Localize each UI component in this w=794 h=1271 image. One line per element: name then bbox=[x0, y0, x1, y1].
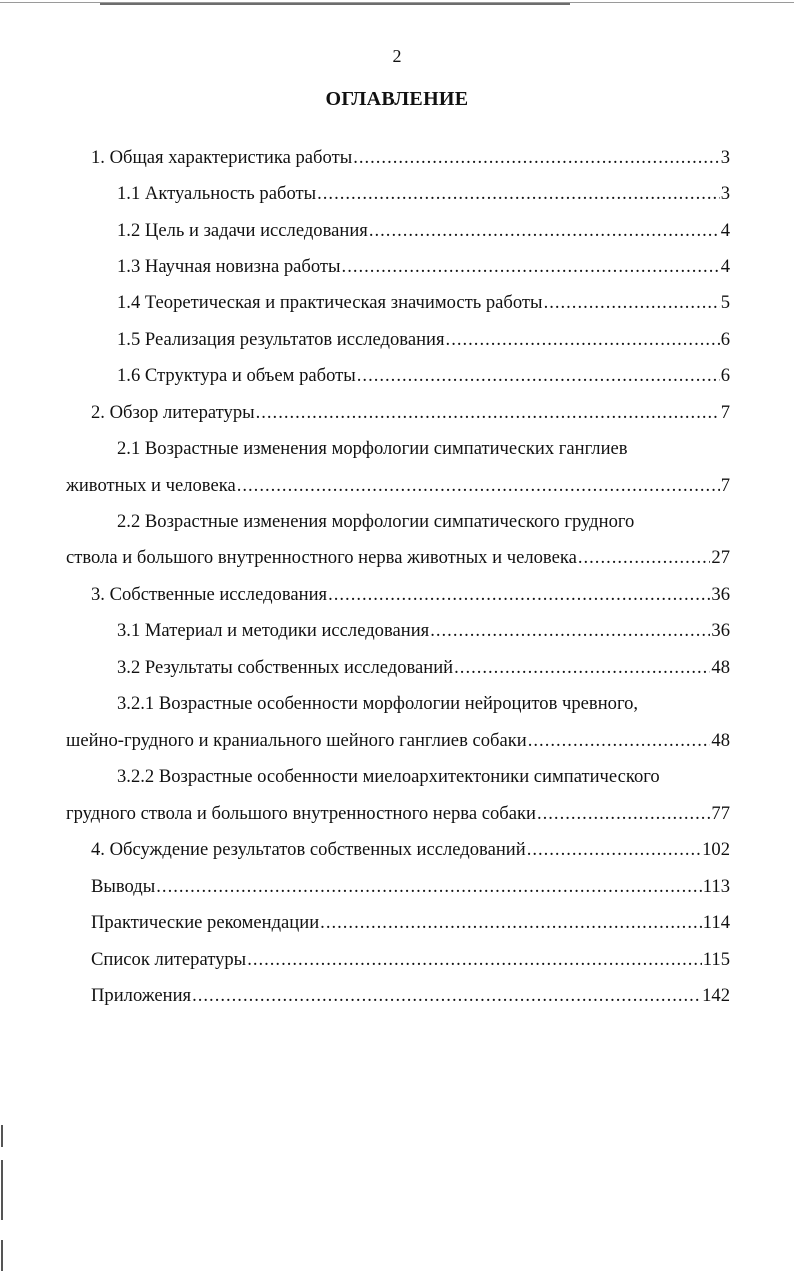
toc-entry[interactable] bbox=[66, 475, 730, 501]
toc-entry-label: 1.1 Актуальность работы bbox=[117, 183, 317, 204]
dot-leader bbox=[256, 402, 720, 424]
toc-entry-label: 2. Обзор литературы bbox=[91, 402, 255, 423]
toc-entry-label: ствола и большого внутренностного нерва животных и человека bbox=[66, 547, 577, 568]
dot-leader bbox=[527, 839, 701, 861]
dot-leader bbox=[328, 584, 710, 606]
toc-entry-page: 102 bbox=[702, 839, 730, 860]
toc-entry[interactable] bbox=[91, 402, 730, 428]
toc-entry-page: 7 bbox=[720, 402, 730, 423]
toc-entry[interactable] bbox=[117, 256, 730, 282]
dot-leader bbox=[317, 183, 720, 205]
toc-entry-page: 36 bbox=[711, 620, 730, 641]
scan-left-edge-mark bbox=[1, 1160, 3, 1220]
dot-leader bbox=[369, 220, 720, 242]
toc-entry-page: 6 bbox=[720, 329, 730, 350]
toc-entry-label: 1.4 Теоретическая и практическая значимость работы bbox=[117, 292, 543, 313]
scan-top-rule-dark bbox=[100, 3, 570, 5]
toc-entry-label: 1.6 Структура и объем работы bbox=[117, 365, 356, 386]
toc-entry-label: 1. Общая характеристика работы bbox=[91, 147, 353, 168]
toc-entry-label: 3.2 Результаты собственных исследований bbox=[117, 657, 454, 678]
toc-entry[interactable] bbox=[117, 183, 730, 209]
toc-entry-page: 142 bbox=[702, 985, 730, 1006]
toc-entry[interactable] bbox=[117, 220, 730, 246]
dot-leader bbox=[578, 547, 711, 569]
toc-entry-page: 5 bbox=[720, 292, 730, 313]
dot-leader bbox=[454, 657, 710, 679]
dot-leader bbox=[430, 620, 710, 642]
toc-entry-label: 1.2 Цель и задачи исследования bbox=[117, 220, 368, 241]
toc-entry-label: Выводы bbox=[91, 876, 156, 897]
dot-leader bbox=[353, 147, 720, 169]
toc-entry-label: 4. Обсуждение результатов собственных исследований bbox=[91, 839, 526, 860]
toc-entry-page: 36 bbox=[711, 584, 730, 605]
toc-entry-page: 48 bbox=[711, 657, 730, 678]
toc-entry[interactable] bbox=[91, 876, 730, 902]
dot-leader bbox=[528, 730, 711, 752]
dot-leader bbox=[446, 329, 720, 351]
dot-leader bbox=[537, 803, 710, 825]
toc-entry[interactable] bbox=[91, 839, 730, 865]
scan-left-edge-mark bbox=[1, 1240, 3, 1271]
toc-entry-label: 3. Собственные исследования bbox=[91, 584, 328, 605]
toc-entry-page: 6 bbox=[720, 365, 730, 386]
toc-entry-page: 3 bbox=[720, 183, 730, 204]
toc-entry[interactable] bbox=[66, 803, 730, 829]
dot-leader bbox=[156, 876, 702, 898]
scan-left-edge-mark bbox=[1, 1125, 3, 1147]
toc-entry-first-line: 2.1 Возрастные изменения морфологии симпатических ганглиев bbox=[117, 438, 628, 459]
toc-entry[interactable] bbox=[117, 365, 730, 391]
toc-entry[interactable] bbox=[117, 329, 730, 355]
toc-entry[interactable] bbox=[91, 147, 730, 173]
dot-leader bbox=[342, 256, 720, 278]
page-title: ОГЛАВЛЕНИЕ bbox=[325, 88, 469, 110]
toc-entry-label: Практические рекомендации bbox=[91, 912, 320, 933]
toc-entry[interactable] bbox=[117, 657, 730, 683]
toc-entry-first-line: 2.2 Возрастные изменения морфологии симпатического грудного bbox=[117, 511, 635, 532]
toc-entry-label: Список литературы bbox=[91, 949, 247, 970]
toc-entry-page: 77 bbox=[711, 803, 730, 824]
toc-entry[interactable] bbox=[66, 730, 730, 756]
toc-entry[interactable] bbox=[117, 620, 730, 646]
toc-entry-label: шейно-грудного и краниального шейного ганглиев собаки bbox=[66, 730, 527, 751]
toc-entry[interactable] bbox=[91, 912, 730, 938]
page-number: 2 bbox=[392, 46, 402, 66]
toc-entry[interactable] bbox=[91, 949, 730, 975]
toc-entry-label: Приложения bbox=[91, 985, 192, 1006]
toc-entry-first-line: 3.2.1 Возрастные особенности морфологии нейроцитов чревного, bbox=[117, 693, 639, 714]
toc-entry-page: 115 bbox=[702, 949, 730, 970]
toc-entry-page: 4 bbox=[720, 256, 730, 277]
toc-entry-label: грудного ствола и большого внутренностного нерва собаки bbox=[66, 803, 536, 824]
toc-entry-page: 4 bbox=[720, 220, 730, 241]
toc-entry-page: 114 bbox=[702, 912, 730, 933]
dot-leader bbox=[237, 475, 720, 497]
toc-entry-label: животных и человека bbox=[66, 475, 236, 496]
toc-entry-first-line: 3.2.2 Возрастные особенности миелоархитектоники симпатического bbox=[117, 766, 660, 787]
dot-leader bbox=[357, 365, 720, 387]
toc-entry-page: 27 bbox=[711, 547, 730, 568]
toc-entry[interactable] bbox=[117, 292, 730, 318]
toc-entry-page: 7 bbox=[720, 475, 730, 496]
dot-leader bbox=[247, 949, 702, 971]
dot-leader bbox=[320, 912, 702, 934]
dot-leader bbox=[192, 985, 701, 1007]
toc-entry-page: 3 bbox=[720, 147, 730, 168]
toc-entry[interactable] bbox=[91, 985, 730, 1011]
toc-entry-label: 1.3 Научная новизна работы bbox=[117, 256, 341, 277]
toc-entry-page: 113 bbox=[702, 876, 730, 897]
toc-entry-page: 48 bbox=[711, 730, 730, 751]
toc-entry-label: 3.1 Материал и методики исследования bbox=[117, 620, 430, 641]
toc-entry-label: 1.5 Реализация результатов исследования bbox=[117, 329, 445, 350]
dot-leader bbox=[544, 292, 720, 314]
toc-entry[interactable] bbox=[91, 584, 730, 610]
toc-entry[interactable] bbox=[66, 547, 730, 573]
